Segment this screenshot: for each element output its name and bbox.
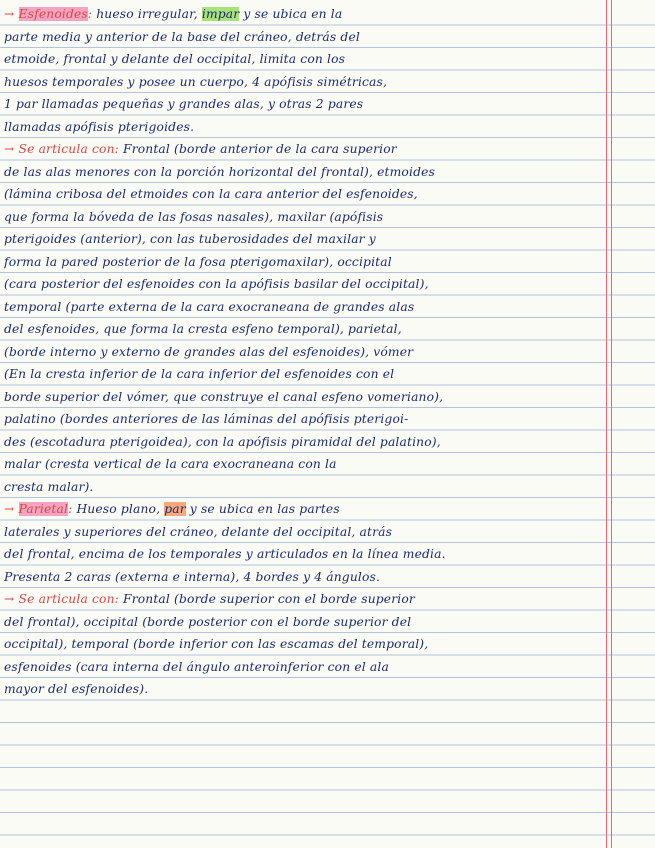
note-line: (En la cresta inferior de la cara inferior del esfenoides con el [4,367,395,381]
note-line: llamadas apófisis pterigoides. [4,119,195,134]
text-run: y se ubica en la [239,7,343,21]
section-title-parietal: Parietal [18,502,69,516]
text-run: hueso irregular, [96,7,202,21]
parietal-heading-line [4,498,606,521]
text-run: Frontal (borde superior con el borde superior [118,592,415,606]
articula-line [4,138,606,161]
text-run: y se ubica en las partes [185,502,340,516]
text-run: Hueso plano, [76,502,165,516]
title-colon: : [68,502,73,516]
note-line: malar (cresta vertical de la cara exocraneana con la [4,457,337,471]
note-line: del esfenoides, que forma la cresta esfeno temporal), parietal, [4,322,402,336]
note-line: esfenoides (cara interna del ángulo anteroinferior con el ala [4,659,389,674]
note-line: laterales y superiores del cráneo, delante del occipital, atrás [4,524,393,539]
note-line: 1 par llamadas pequeñas y grandes alas, y otras 2 pares [4,97,364,111]
note-line: (borde interno y externo de grandes alas del esfenoides), vómer [4,344,414,359]
articula-heading: → Se articula con: [4,592,119,606]
esfenoides-heading-line [4,3,606,26]
note-line: parte media y anterior de la base del cráneo, detrás del [4,29,360,44]
text-run: Frontal (borde anterior de la cara superior [118,142,397,156]
note-line: (lámina cribosa del etmoides con la cara anterior del esfenoides, [4,187,418,201]
arrow-icon: → [4,502,15,516]
note-line: forma la pared posterior de la fosa pterigomaxilar), occipital [4,254,392,269]
note-line: del frontal), occipital (borde posterior con el borde superior del [4,614,412,629]
note-line: cresta malar). [4,479,94,494]
note-line: huesos temporales y posee un cuerpo, 4 apófisis simétricas, [4,74,388,89]
handwritten-notes [4,3,606,848]
note-line: pterigoides (anterior), con las tuberosidades del maxilar y [4,232,376,246]
arrow-icon: → [4,7,15,21]
note-line: palatino (bordes anteriores de las láminas del apófisis pterigoi- [4,412,409,426]
note-line: etmoide, frontal y delante del occipital, limita con los [4,52,346,66]
note-line: temporal (parte externa de la cara exocraneana de grandes alas [4,299,415,314]
margin-line [611,0,612,848]
note-line: mayor del esfenoides). [4,682,149,696]
note-line: que forma la bóveda de las fosas nasales), maxilar (apófisis [4,209,384,224]
title-colon: : [87,7,93,21]
note-line: des (escotadura pterigoidea), con la apófisis piramidal del palatino), [4,434,441,449]
margin-line [606,0,607,848]
note-line: Presenta 2 caras (externa e interna), 4 bordes y 4 ángulos. [4,569,381,584]
note-line: (cara posterior del esfenoides con la apófisis basilar del occipital), [4,277,429,291]
note-line: del frontal, encima de los temporales y articulados en la línea media. [4,547,446,561]
highlight-par: par [164,502,186,516]
section-title-esfenoides: Esfenoides [18,7,88,21]
articula-heading: → Se articula con: [4,142,119,156]
note-line: borde superior del vómer, que construye el canal esfeno vomeriano), [4,389,444,404]
note-line: de las alas menores con la porción horizontal del frontal), etmoides [4,164,435,179]
note-line: occipital), temporal (borde inferior con las escamas del temporal), [4,637,429,651]
highlight-impar: impar [201,7,240,21]
articula-line [4,588,606,611]
